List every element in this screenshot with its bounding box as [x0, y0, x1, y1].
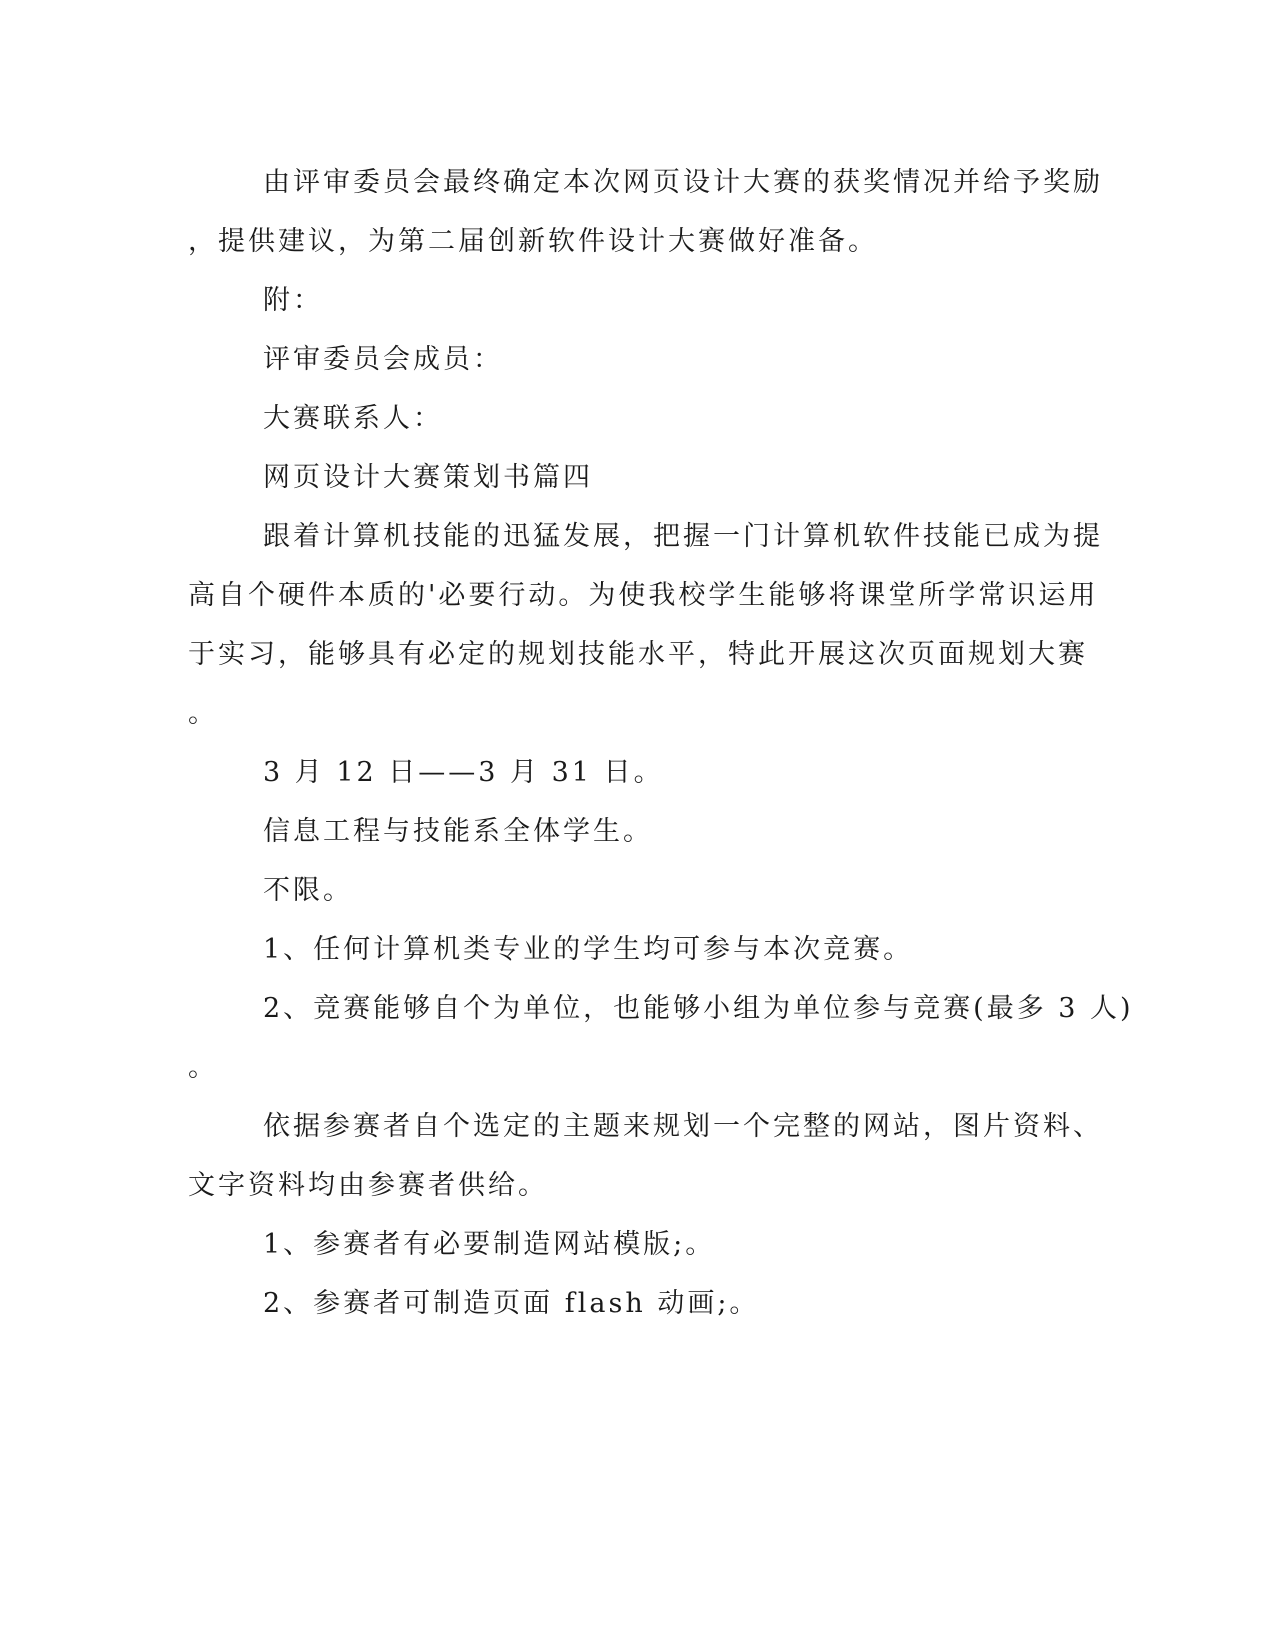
- paragraph-line: 依据参赛者自个选定的主题来规划一个完整的网站，图片资料、: [263, 1111, 1103, 1142]
- paragraph-line: 于实习，能够具有必定的规划技能水平，特此开展这次页面规划大赛: [188, 639, 1088, 670]
- paragraph-line: 2、参赛者可制造页面 flash 动画;。: [263, 1288, 760, 1319]
- paragraph-line: 不限。: [263, 875, 353, 906]
- paragraph-line: 3 月 12 日——3 月 31 日。: [263, 757, 664, 788]
- paragraph-line: 。: [188, 1052, 218, 1083]
- paragraph-line: 2、竞赛能够自个为单位，也能够小组为单位参与竞赛(最多 3 人): [263, 993, 1134, 1024]
- paragraph-line: 信息工程与技能系全体学生。: [263, 816, 653, 847]
- paragraph-line: 1、参赛者有必要制造网站模版;。: [263, 1229, 716, 1260]
- paragraph-line: 高自个硬件本质的'必要行动。为使我校学生能够将课堂所学常识运用: [188, 580, 1099, 611]
- paragraph-line: 评审委员会成员：: [263, 344, 503, 375]
- paragraph-line: ，提供建议，为第二届创新软件设计大赛做好准备。: [188, 226, 878, 257]
- section-heading: 网页设计大赛策划书篇四: [263, 462, 593, 493]
- paragraph-line: 1、任何计算机类专业的学生均可参与本次竞赛。: [263, 934, 914, 965]
- paragraph-line: 。: [188, 698, 218, 729]
- paragraph-line: 文字资料均由参赛者供给。: [188, 1170, 548, 1201]
- paragraph-line: 跟着计算机技能的迅猛发展，把握一门计算机软件技能已成为提: [263, 521, 1103, 552]
- paragraph-line: 附：: [263, 285, 323, 316]
- paragraph-line: 大赛联系人：: [263, 403, 443, 434]
- paragraph-line: 由评审委员会最终确定本次网页设计大赛的获奖情况并给予奖励: [263, 167, 1103, 198]
